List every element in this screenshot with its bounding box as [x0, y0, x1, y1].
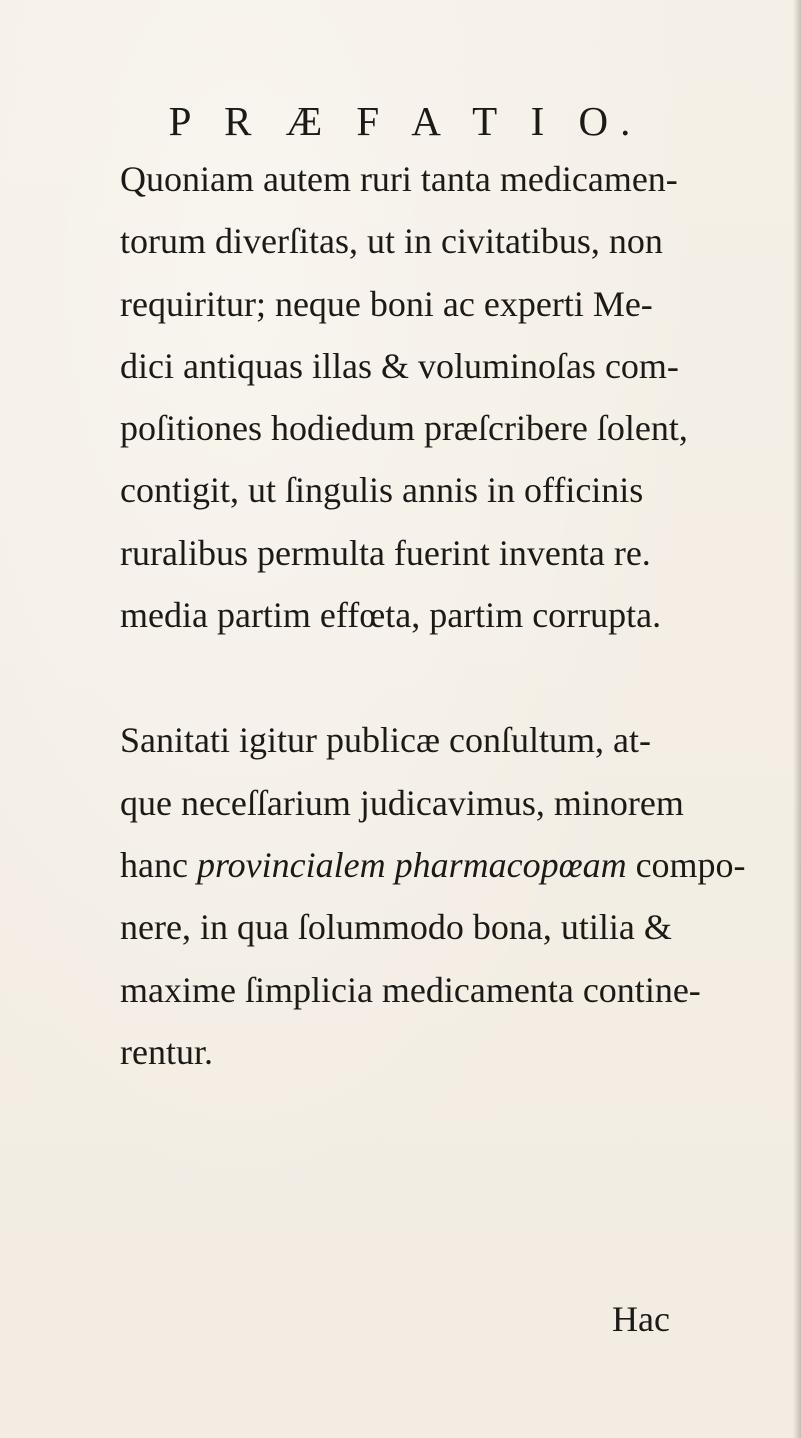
text-line: dici antiquas illas & voluminoſas com-	[120, 345, 679, 386]
paragraph-1	[120, 148, 760, 646]
text-line: media partim effœta, partim corrupta.	[120, 595, 662, 636]
paragraph-gap	[120, 646, 760, 709]
text-line: requiritur; neque boni ac experti Me-	[120, 283, 653, 324]
text-line: contigit, ut ſingulis annis in officinis	[120, 470, 644, 511]
text-line: que neceſſarium judicavimus, minorem	[120, 782, 684, 823]
text-line: nere, in qua ſolummodo bona, utilia &	[120, 907, 672, 948]
text-line: rentur.	[120, 1031, 213, 1072]
text-run: hanc	[120, 844, 197, 885]
text-line: Sanitati igitur publicæ conſultum, at-	[120, 720, 651, 761]
text-line: torum diverſitas, ut in civitatibus, non	[120, 221, 663, 262]
italic-title: provincialem pharmacopœam	[196, 844, 627, 885]
paragraph-2	[120, 709, 760, 1083]
text-line: maxime ſimplicia medicamenta contine-	[120, 969, 701, 1010]
catchword: Hac	[612, 1299, 670, 1339]
running-head: P R Æ F A T I O.	[168, 98, 643, 144]
text-line: poſitiones hodiedum præſcribere ſolent,	[120, 408, 688, 449]
text-line-with-italic	[120, 834, 760, 896]
text-line: ruralibus permulta fuerint inventa re.	[120, 532, 651, 573]
text-line: Quoniam autem ruri tanta medicamen-	[120, 159, 678, 199]
text-block	[120, 148, 760, 1083]
text-run: compo-	[626, 844, 746, 885]
page-edge-shadow	[793, 0, 801, 1438]
